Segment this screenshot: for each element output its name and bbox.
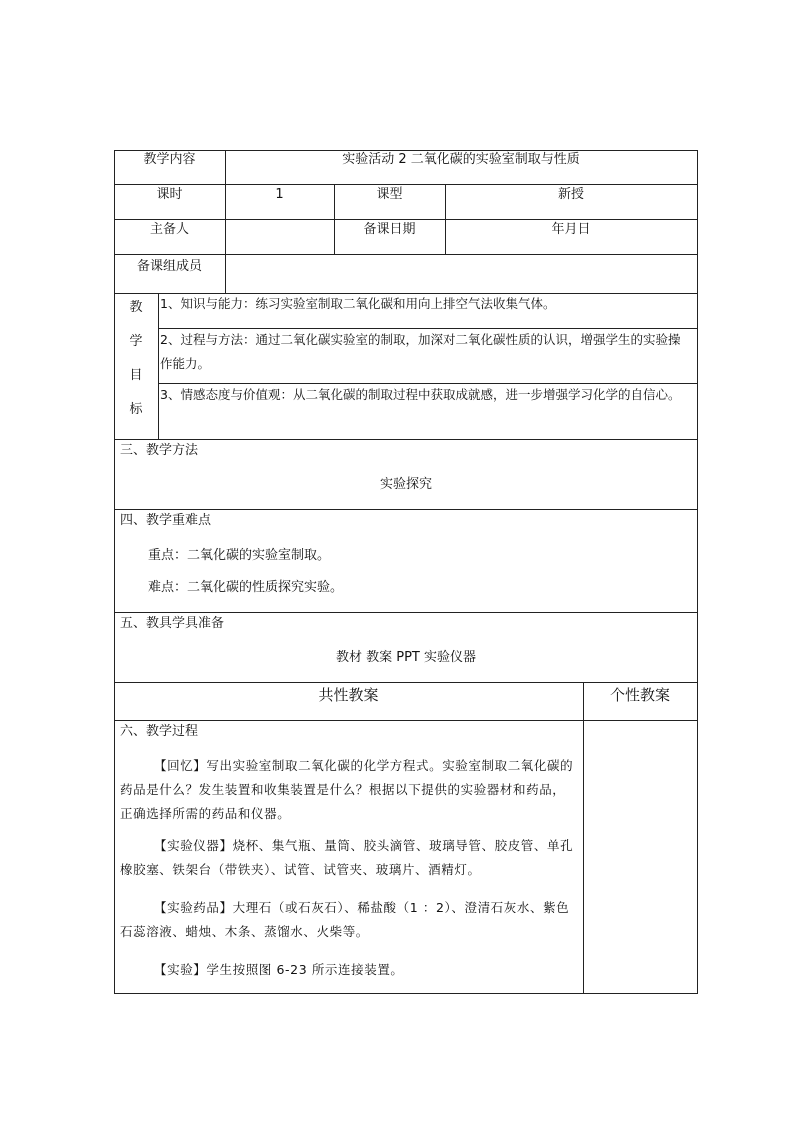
date-label: 备课日期 xyxy=(363,222,416,237)
period-value: 1 xyxy=(275,187,284,202)
process-recall: 【回忆】写出实验室制取二氧化碳的化学方程式。实验室制取二氧化碳的药品是什么？发生装置和收集装置是什么？根据以下提供的实验器材和药品，正确选择所需的药品和仪器。 xyxy=(120,758,574,821)
type-value: 新授 xyxy=(557,187,584,202)
table-rule xyxy=(114,150,115,994)
table-rule xyxy=(225,150,226,294)
date-value: 年月日 xyxy=(551,222,591,237)
objective-process: 2、过程与方法：通过二氧化碳实验室的制取，加深对二氧化碳性质的认识，增强学生的实验操作能力。 xyxy=(160,332,681,371)
process-reagents: 【实验药品】大理石（或石灰石）、稀盐酸（1 ：2）、澄清石灰水、紫色石蕊溶液、蜡烛、木条、蒸馏水、火柴等。 xyxy=(120,900,570,939)
personal-plan-header: 个性教案 xyxy=(609,686,670,704)
members-label: 备课组成员 xyxy=(136,259,202,274)
methods-heading: 三、教学方法 xyxy=(120,443,199,458)
preparer-label: 主备人 xyxy=(149,222,189,237)
table-rule xyxy=(114,439,698,440)
process-experiment: 【实验】学生按照图 6-23 所示连接装置。 xyxy=(154,962,404,977)
table-rule xyxy=(158,293,159,439)
table-rule xyxy=(114,254,698,255)
tools-heading: 五、教具学具准备 xyxy=(120,616,225,631)
table-rule xyxy=(697,150,698,994)
objectives-label-char: 目 xyxy=(129,368,143,383)
table-rule xyxy=(114,682,698,683)
process-heading: 六、教学过程 xyxy=(120,724,199,739)
table-rule xyxy=(583,682,584,993)
table-rule xyxy=(114,612,698,613)
objectives-label-char: 标 xyxy=(129,402,143,417)
table-rule xyxy=(114,509,698,510)
table-rule xyxy=(114,720,698,721)
type-label: 课型 xyxy=(376,187,403,202)
period-label: 课时 xyxy=(156,187,183,202)
table-rule xyxy=(114,184,698,185)
key-points-heading: 四、教学重难点 xyxy=(120,513,212,528)
content-value: 实验活动 2 二氧化碳的实验室制取与性质 xyxy=(342,152,580,167)
key-point: 重点：二氧化碳的实验室制取。 xyxy=(148,548,331,563)
difficult-point: 难点：二氧化碳的性质探究实验。 xyxy=(148,580,344,595)
methods-value: 实验探究 xyxy=(379,477,432,492)
objective-attitude: 3、情感态度与价值观：从二氧化碳的制取过程中获取成就感，进一步增强学习化学的自信心。 xyxy=(160,387,681,402)
table-rule xyxy=(114,150,698,151)
tools-value: 教材 教案 PPT 实验仪器 xyxy=(335,650,477,665)
objectives-label-char: 学 xyxy=(129,334,143,349)
process-instruments: 【实验仪器】烧杯、集气瓶、量筒、胶头滴管、玻璃导管、胶皮管、单孔橡胶塞、铁架台（带铁夹）、试管、试管夹、玻璃片、酒精灯。 xyxy=(120,838,574,877)
common-plan-header: 共性教案 xyxy=(318,686,379,704)
objectives-label-char: 教 xyxy=(129,300,143,315)
table-rule xyxy=(114,219,698,220)
objective-knowledge: 1、知识与能力：练习实验室制取二氧化碳和用向上排空气法收集气体。 xyxy=(160,296,556,311)
content-label: 教学内容 xyxy=(143,152,196,167)
table-rule xyxy=(114,993,698,994)
